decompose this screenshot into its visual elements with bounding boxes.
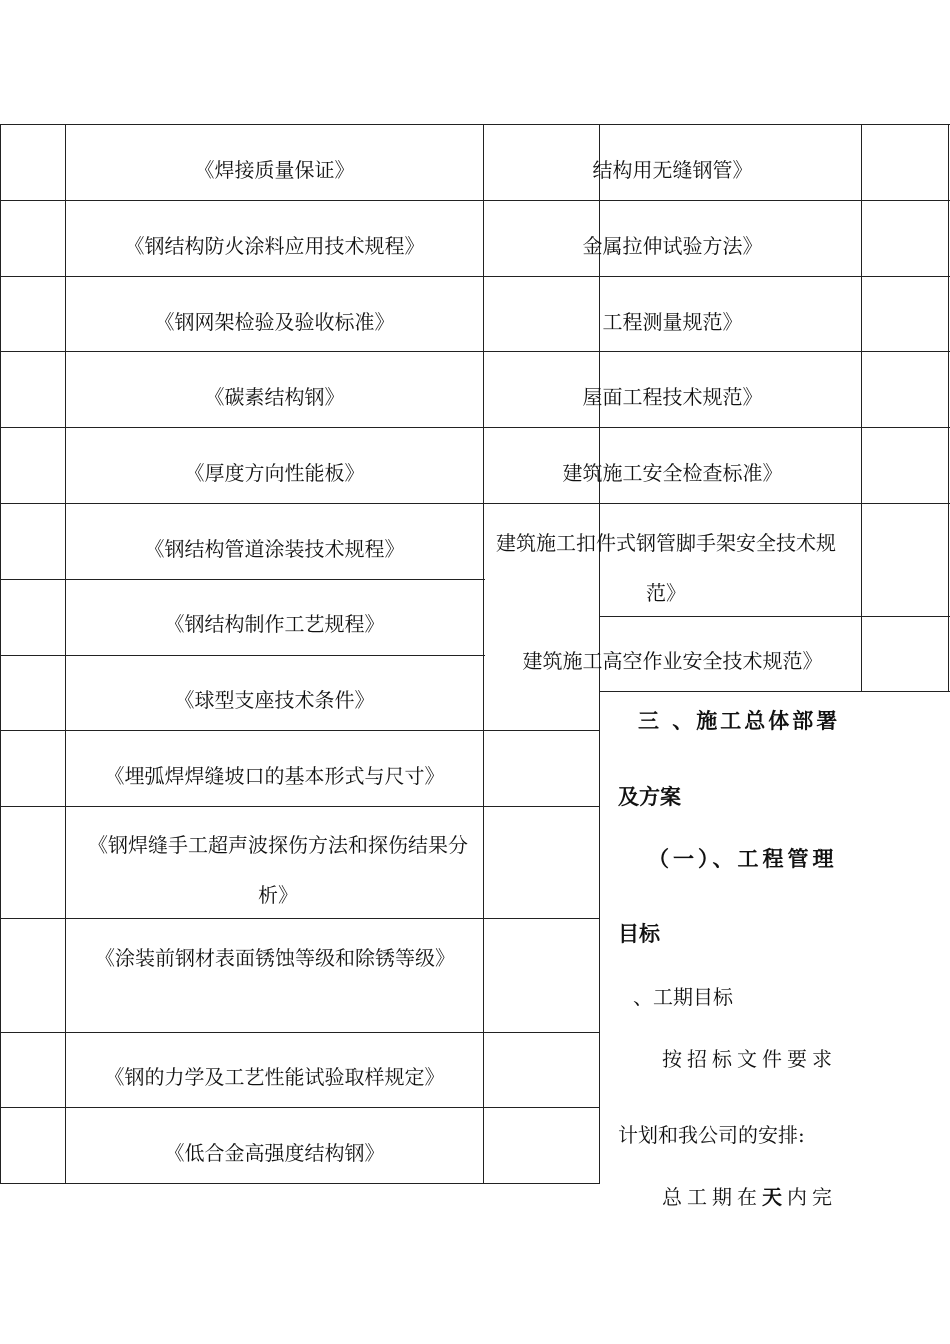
subsection-heading-cont: 目标 (618, 922, 660, 946)
table-rule (0, 1183, 600, 1184)
table-rule (0, 1032, 600, 1033)
table-rule (0, 427, 600, 428)
table-cell: 《涂装前钢材表面锈蚀等级和除锈等级》 (95, 946, 455, 970)
table-cell: 建筑施工高空作业安全技术规范》 (522, 649, 823, 673)
paragraph-line: 按招标文件要求 (662, 1047, 837, 1071)
table-rule (0, 806, 600, 807)
table-rule (600, 503, 950, 504)
section-heading-cont: 及方案 (618, 785, 681, 809)
item-heading: 、工期目标 (633, 985, 733, 1009)
paragraph-fragment: 总工期在 (662, 1185, 762, 1209)
table-cell: 《钢网架检验及验收标准》 (154, 310, 395, 334)
paragraph-line (662, 1181, 837, 1210)
subsection-heading: （一）、工程管理 (648, 847, 838, 871)
table-cell: 《焊接质量保证》 (194, 158, 355, 182)
table-rule (0, 276, 600, 277)
table-cell: 《低合金高强度结构钢》 (164, 1141, 385, 1165)
table-cell: 《钢结构防火涂料应用技术规程》 (124, 234, 425, 258)
table-cell: 《埋弧焊焊缝坡口的基本形式与尺寸》 (104, 764, 445, 788)
table-cell: 《钢结构管道涂装技术规程》 (144, 537, 405, 561)
table-cell: 《碳素结构钢》 (204, 385, 345, 409)
table-rule (0, 655, 485, 656)
table-rule (948, 124, 949, 692)
table-cell: 《钢结构制作工艺规程》 (164, 612, 385, 636)
table-cell: 工程测量规范》 (602, 310, 743, 334)
table-rule (600, 351, 950, 352)
paragraph-fragment: 内完 (787, 1185, 837, 1209)
table-cell: 建筑施工安全检查标准》 (562, 461, 783, 485)
table-cell: 《钢的力学及工艺性能试验取样规定》 (104, 1065, 445, 1089)
table-rule (0, 503, 600, 504)
table-rule (600, 427, 950, 428)
table-cell: 《厚度方向性能板》 (184, 461, 365, 485)
table-rule (600, 276, 950, 277)
table-rule (0, 124, 1, 1184)
table-cell: 《钢焊缝手工超声波探伤方法和探伤结果分析》 (88, 833, 468, 907)
table-rule (0, 124, 600, 125)
table-cell: 屋面工程技术规范》 (582, 385, 763, 409)
table-rule (0, 730, 600, 731)
table-rule (600, 691, 950, 692)
table-rule (0, 351, 600, 352)
paragraph-emphasis: 天 (762, 1185, 787, 1209)
table-rule (600, 124, 950, 125)
table-rule (0, 200, 600, 201)
table-cell: 结构用无缝钢管》 (592, 158, 753, 182)
table-rule (0, 579, 485, 580)
table-cell: 建筑施工扣件式钢管脚手架安全技术规范》 (496, 531, 836, 605)
section-heading: 三 、施工总体部署 (638, 709, 841, 733)
table-rule (0, 1107, 600, 1108)
table-rule (600, 200, 950, 201)
table-cell: 金属拉伸试验方法》 (582, 234, 763, 258)
table-rule (65, 124, 66, 1184)
paragraph-line: 计划和我公司的安排: (618, 1123, 805, 1147)
table-rule (861, 124, 862, 692)
table-cell: 《球型支座技术条件》 (174, 688, 375, 712)
